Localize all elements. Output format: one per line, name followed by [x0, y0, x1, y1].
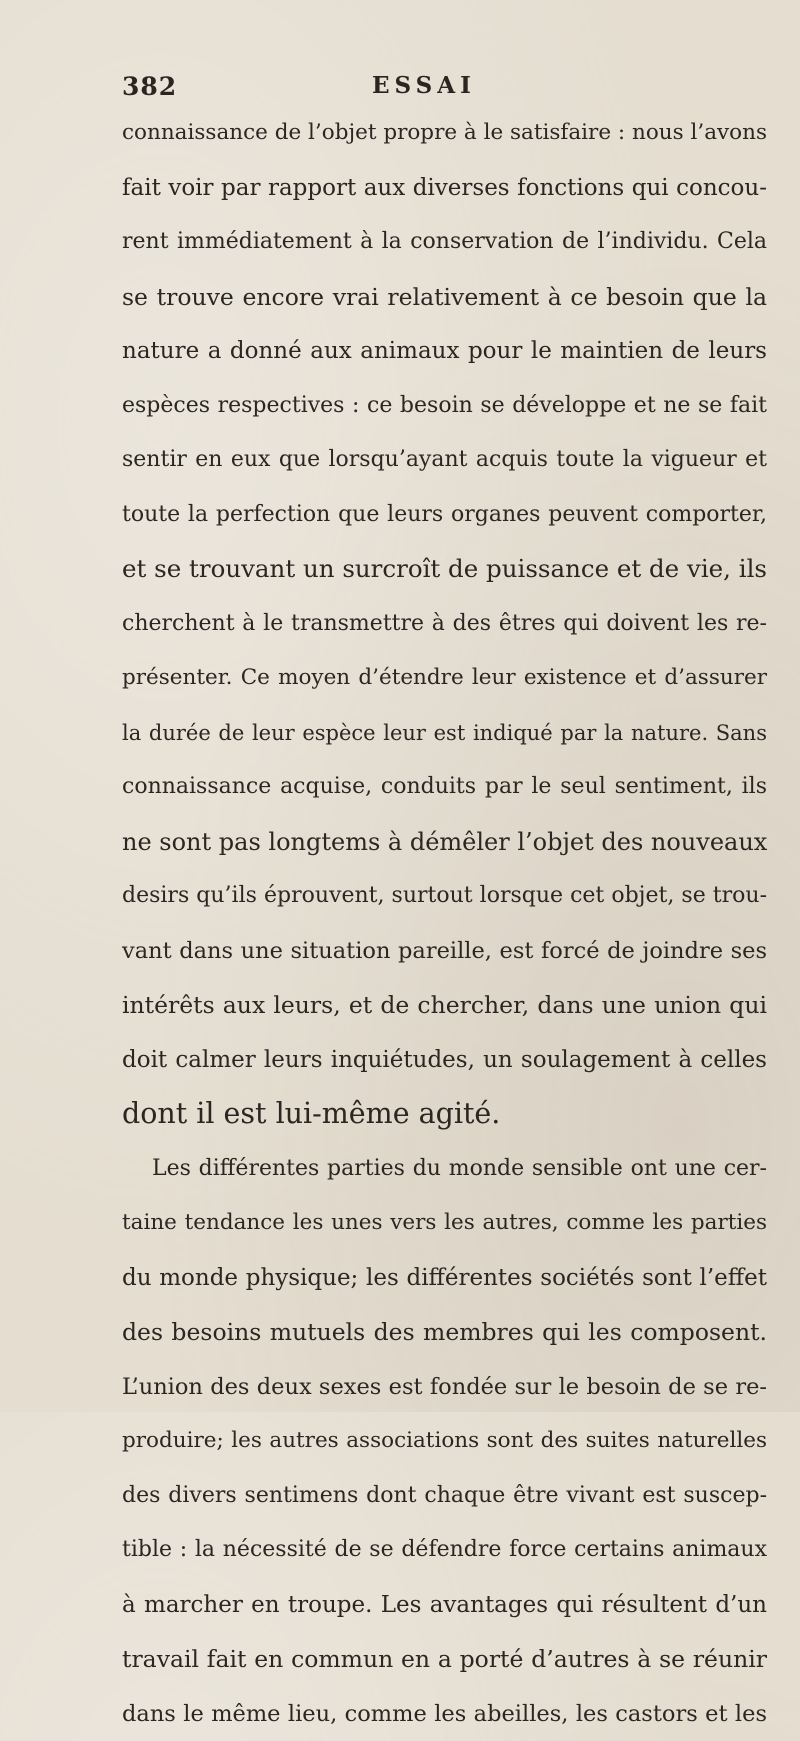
- text-line: vant dans une situation pareille, est forcé de joindre ses: [122, 924, 767, 979]
- text-line: toute la perfection que leurs organes peuvent comporter,: [122, 488, 767, 543]
- text-line: L’union des deux sexes est fondée sur le besoin de se re-: [122, 1360, 767, 1415]
- text-line: dans le même lieu, comme les abeilles, les castors et les: [122, 1687, 767, 1741]
- text-line: cherchent à le transmettre à des êtres qui doivent les re-: [122, 597, 767, 652]
- text-line: la durée de leur espèce leur est indiqué par la nature. Sans: [122, 706, 767, 761]
- text-line: Les différentes parties du monde sensible ont une cer-: [122, 1142, 767, 1197]
- text-line: desirs qu’ils éprouvent, surtout lorsque cet objet, se trou-: [122, 869, 767, 924]
- text-line: se trouve encore vrai relativement à ce besoin que la: [122, 270, 767, 325]
- text-line: rent immédiatement à la conservation de l’individu. Cela: [122, 215, 767, 270]
- text-line: intérêts aux leurs, et de chercher, dans une union qui: [122, 978, 767, 1033]
- text-line: travail fait en commun en a porté d’autres à se réunir: [122, 1632, 767, 1687]
- text-line: des divers sentimens dont chaque être vivant est suscep-: [122, 1469, 767, 1524]
- text-line: connaissance de l’objet propre à le satisfaire : nous l’avons: [122, 106, 767, 161]
- text-line: à marcher en troupe. Les avantages qui résultent d’un: [122, 1578, 767, 1633]
- body-text: [122, 106, 767, 1741]
- text-line: connaissance acquise, conduits par le seul sentiment, ils: [122, 760, 767, 815]
- text-line: fait voir par rapport aux diverses fonctions qui concou-: [122, 161, 767, 216]
- text-line: espèces respectives : ce besoin se développe et ne se fait: [122, 379, 767, 434]
- page-number: 382: [122, 72, 177, 101]
- text-line: sentir en eux que lorsqu’ayant acquis toute la vigueur et: [122, 433, 767, 488]
- text-line: produire; les autres associations sont des suites naturelles: [122, 1414, 767, 1469]
- text-line: des besoins mutuels des membres qui les composent.: [122, 1305, 767, 1360]
- paragraph-2: [122, 1142, 767, 1741]
- text-line: et se trouvant un surcroît de puissance et de vie, ils: [122, 542, 767, 597]
- text-line: tible : la nécessité de se défendre force certains animaux: [122, 1523, 767, 1578]
- running-title: ESSAI: [372, 72, 476, 99]
- paragraph-1: [122, 106, 767, 1142]
- text-line: présenter. Ce moyen d’étendre leur existence et d’assurer: [122, 651, 767, 706]
- text-line: ne sont pas longtems à démêler l’objet des nouveaux: [122, 815, 767, 870]
- text-line: du monde physique; les différentes sociétés sont l’effet: [122, 1251, 767, 1306]
- text-line: doit calmer leurs inquiétudes, un soulagement à celles: [122, 1033, 767, 1088]
- text-line: taine tendance les unes vers les autres, comme les parties: [122, 1196, 767, 1251]
- text-line: dont il est lui-même agité.: [122, 1087, 767, 1142]
- text-line: nature a donné aux animaux pour le maintien de leurs: [122, 324, 767, 379]
